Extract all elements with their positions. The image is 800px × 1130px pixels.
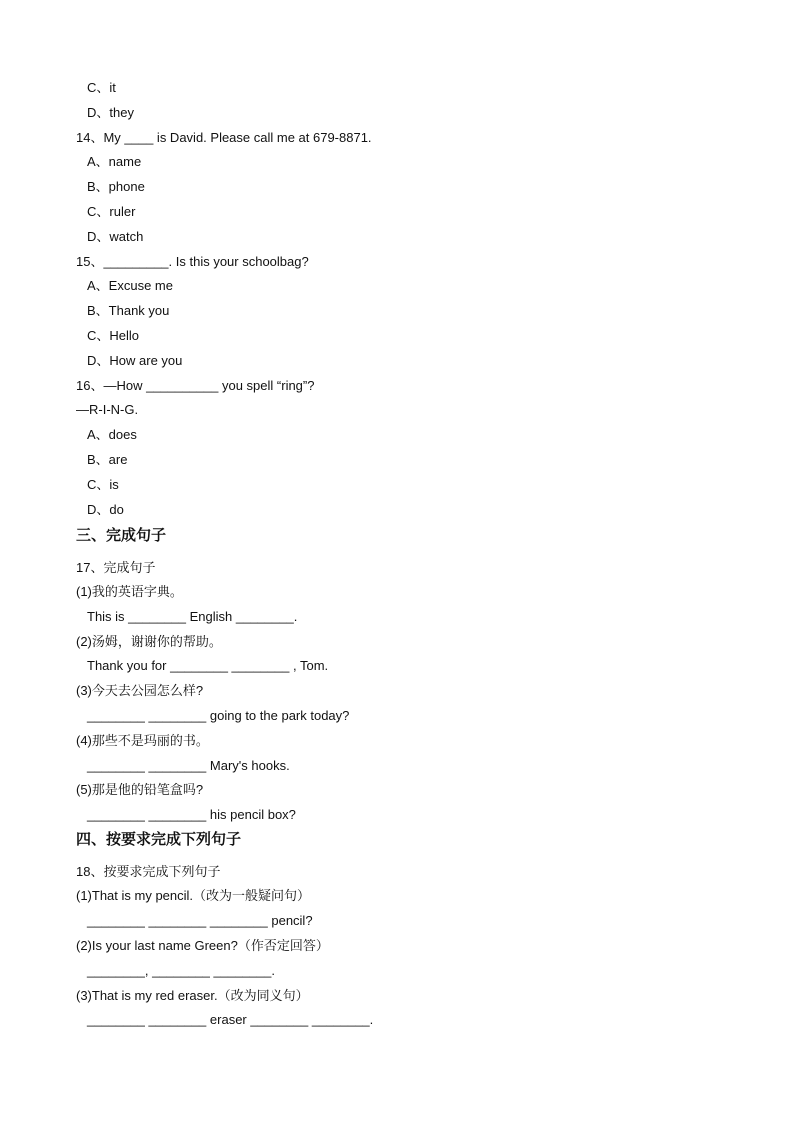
section-heading-4: 四、按要求完成下列句子 (76, 830, 242, 848)
q16-option-a: A、does (87, 427, 137, 442)
q18-item-3-prompt: (3)That is my red eraser.（改为同义句） (76, 988, 309, 1003)
q17-item-5-prompt: (5)那是他的铅笔盒吗? (76, 782, 204, 797)
question-14: 14、My ____ is David. Please call me at 679-8871. (76, 130, 372, 145)
q14-option-a: A、name (87, 154, 142, 169)
q15-option-b: B、Thank you (87, 303, 170, 318)
question-17: 17、完成句子 (76, 560, 156, 575)
question-16: 16、—How __________ you spell “ring”? (76, 378, 315, 393)
q18-item-3-blank: ________ ________ eraser ________ ________. (87, 1012, 374, 1027)
q16-option-c: C、is (87, 477, 119, 492)
q17-item-4-blank: ________ ________ Mary's hooks. (87, 758, 290, 773)
q17-item-5-blank: ________ ________ his pencil box? (87, 807, 296, 822)
q18-item-1-prompt: (1)That is my pencil.（改为一般疑问句） (76, 888, 311, 903)
q15-option-d: D、How are you (87, 353, 183, 368)
q14-option-b: B、phone (87, 179, 145, 194)
section-heading-3: 三、完成句子 (76, 526, 167, 544)
question-15: 15、_________. Is this your schoolbag? (76, 254, 309, 269)
q15-option-a: A、Excuse me (87, 278, 173, 293)
q17-item-1-blank: This is ________ English ________. (87, 609, 298, 624)
q17-item-2-prompt: (2)汤姆，谢谢你的帮助。 (76, 634, 222, 649)
q17-item-2-blank: Thank you for ________ ________ , Tom. (87, 658, 329, 673)
q17-item-1-prompt: (1)我的英语字典。 (76, 584, 183, 599)
q16-option-d: D、do (87, 502, 124, 517)
q15-option-c: C、Hello (87, 328, 140, 343)
q14-option-d: D、watch (87, 229, 144, 244)
q13-option-d: D、they (87, 105, 134, 120)
q16-option-b: B、are (87, 452, 128, 467)
question-16-answer-line: —R-I-N-G. (76, 402, 139, 417)
q14-option-c: C、ruler (87, 204, 136, 219)
q17-item-4-prompt: (4)那些不是玛丽的书。 (76, 733, 209, 748)
question-18: 18、按要求完成下列句子 (76, 864, 221, 879)
q18-item-2-blank: ________, ________ ________. (87, 963, 275, 978)
q18-item-2-prompt: (2)Is your last name Green?（作否定回答） (76, 938, 329, 953)
q17-item-3-prompt: (3)今天去公园怎么样? (76, 683, 204, 698)
q13-option-c: C、it (87, 80, 116, 95)
q17-item-3-blank: ________ ________ going to the park today? (87, 708, 350, 723)
q18-item-1-blank: ________ ________ ________ pencil? (87, 913, 313, 928)
